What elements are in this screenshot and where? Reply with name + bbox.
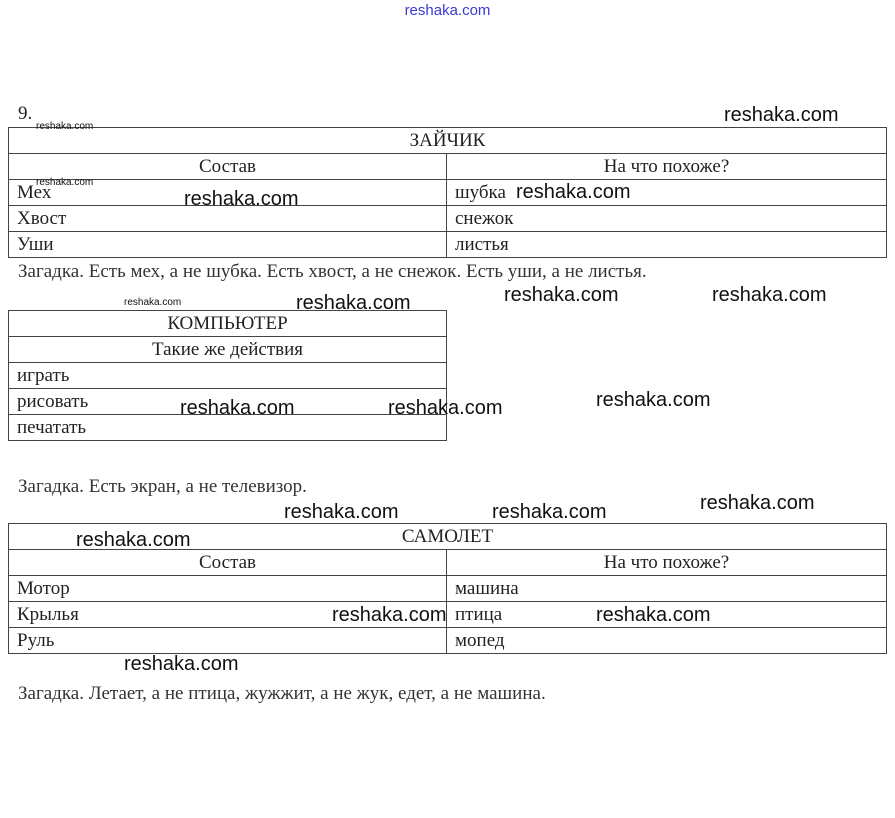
table-row — [9, 232, 887, 258]
table-title: САМОЛЕТ — [9, 524, 887, 550]
table-cell: птица — [447, 602, 887, 628]
watermark: reshaka.com — [712, 284, 827, 306]
watermark: reshaka.com — [284, 501, 399, 523]
table-row — [9, 180, 887, 206]
watermark: reshaka.com — [700, 492, 815, 514]
table-cell: машина — [447, 576, 887, 602]
table-title: ЗАЙЧИК — [9, 128, 887, 154]
site-link[interactable]: reshaka.com — [404, 2, 491, 19]
watermark: reshaka.com — [388, 397, 503, 419]
table-kompyuter — [8, 310, 447, 441]
watermark: reshaka.com — [184, 188, 299, 210]
watermark: reshaka.com — [36, 177, 94, 188]
table-zaichik — [8, 127, 887, 258]
table-row — [9, 576, 887, 602]
watermark: reshaka.com — [492, 501, 607, 523]
riddle-text: Загадка. Есть экран, а не телевизор. — [18, 476, 307, 497]
watermark: reshaka.com — [296, 292, 411, 314]
column-header: Состав — [9, 550, 447, 576]
table-cell: Мотор — [9, 576, 447, 602]
column-header: На что похоже? — [447, 154, 887, 180]
watermark: reshaka.com — [332, 604, 447, 626]
table-cell: шубка — [447, 180, 887, 206]
table-row — [9, 628, 887, 654]
watermark: reshaka.com — [724, 104, 839, 126]
watermark: reshaka.com — [124, 297, 182, 308]
table-row — [9, 602, 887, 628]
watermark: reshaka.com — [36, 121, 94, 132]
task-number: 9. — [18, 103, 33, 124]
watermark: reshaka.com — [596, 604, 711, 626]
table-cell: Уши — [9, 232, 447, 258]
riddle-text: Загадка. Есть мех, а не шубка. Есть хвост, а не снежок. Есть уши, а не листья. — [18, 261, 647, 282]
watermark: reshaka.com — [504, 284, 619, 306]
table-cell: снежок — [447, 206, 887, 232]
table-cell: Мех — [9, 180, 447, 206]
watermark: reshaka.com — [180, 397, 295, 419]
table-title: КОМПЬЮТЕР — [9, 311, 447, 337]
table-row — [9, 363, 447, 389]
table-cell: мопед — [447, 628, 887, 654]
table-cell: Руль — [9, 628, 447, 654]
table-cell: Крылья — [9, 602, 447, 628]
column-header: Состав — [9, 154, 447, 180]
table-cell: листья — [447, 232, 887, 258]
watermark: reshaka.com — [596, 389, 711, 411]
watermark: reshaka.com — [516, 181, 631, 203]
table-cell: рисовать — [9, 389, 447, 415]
table-cell: играть — [9, 363, 447, 389]
column-header: Такие же действия — [9, 337, 447, 363]
table-cell: печатать — [9, 415, 447, 441]
watermark: reshaka.com — [76, 529, 191, 551]
watermark: reshaka.com — [124, 653, 239, 675]
table-row — [9, 206, 887, 232]
column-header: На что похоже? — [447, 550, 887, 576]
table-cell: Хвост — [9, 206, 447, 232]
riddle-text: Загадка. Летает, а не птица, жужжит, а не жук, едет, а не машина. — [18, 683, 546, 704]
